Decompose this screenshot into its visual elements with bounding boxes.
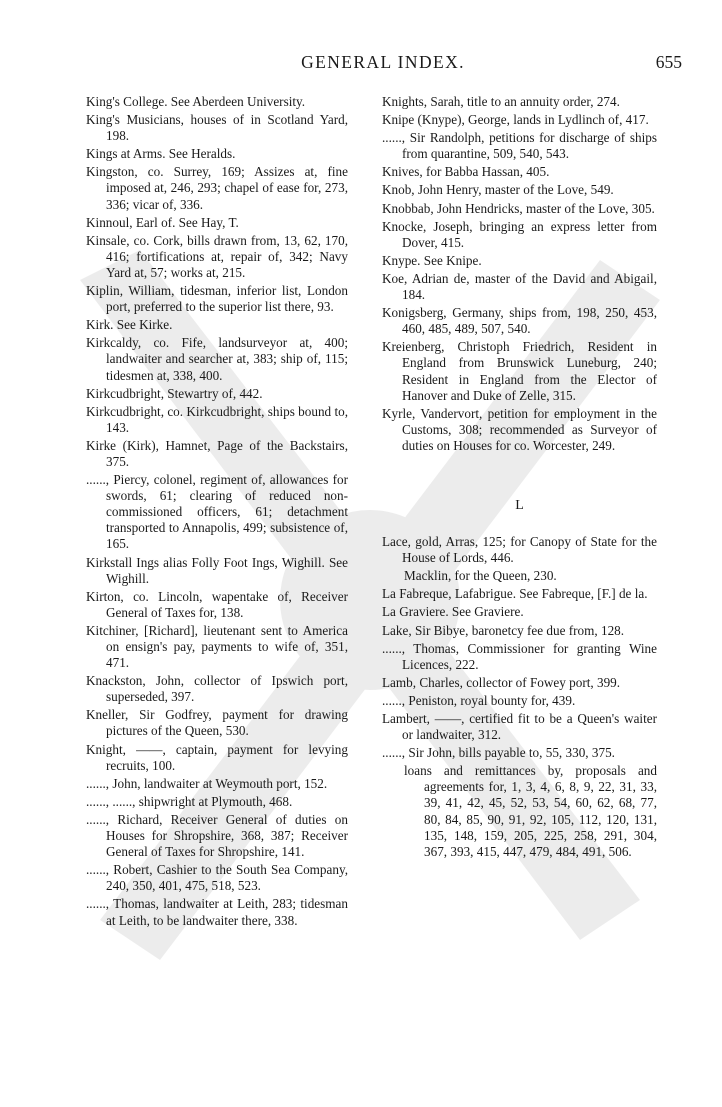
index-entry: Kirke (Kirk), Hamnet, Page of the Backstairs, 375. <box>86 437 348 469</box>
index-entry: ......, Sir John, bills payable to, 55, 330, 375. <box>382 745 615 761</box>
index-entry: Knights, Sarah, title to an annuity order, 274. <box>382 94 620 109</box>
index-entry: Kitchiner, [Richard], lieutenant sent to America on ensign's pay, payments to wife of, 351, 471. <box>86 622 348 671</box>
index-entry: Kneller, Sir Godfrey, payment for drawing pictures of the Queen, 530. <box>86 707 348 739</box>
index-entry: ......, Richard, Receiver General of duties on Houses for Shropshire, 368, 387; Receiver General of Taxes for Shropshire, 141. <box>86 811 348 860</box>
index-entry: ......, Peniston, royal bounty for, 439. <box>382 692 576 708</box>
index-subentry: Macklin, for the Queen, 230. <box>404 568 557 584</box>
index-entry: Kirton, co. Lincoln, wapentake of, Receiver General of Taxes for, 138. <box>86 588 348 620</box>
index-entry: Kirkcudbright, Stewartry of, 442. <box>86 385 263 401</box>
index-entry: Kiplin, William, tidesman, inferior list, London port, preferred to the superior list there, 93. <box>86 283 348 315</box>
index-entry: Knocke, Joseph, bringing an express letter from Dover, 415. <box>382 218 657 250</box>
index-entry: La Graviere. See Graviere. <box>382 604 524 620</box>
index-entry: Koe, Adrian de, master of the David and Abigail, 184. <box>382 270 657 303</box>
index-entry: ......, Thomas, landwaiter at Leith, 283; tidesman at Leith, to be landwaiter there, 338. <box>86 896 348 928</box>
index-entry: ......, John, landwaiter at Weymouth port, 152. <box>86 775 328 791</box>
index-entry: Knives, for Babba Hassan, 405. <box>382 164 550 180</box>
index-entry: Kinsale, co. Cork, bills drawn from, 13, 62, 170, 416; fortifications at, repair of, 342; Navy Yard at, 57; works at, 215. <box>86 232 348 280</box>
index-entry: La Fabreque, Lafabrigue. See Fabreque, [F.] de la. <box>382 586 648 602</box>
section-letter-heading: L <box>515 497 524 513</box>
index-entry: Knob, John Henry, master of the Love, 549. <box>382 182 614 198</box>
index-entry: Kings at Arms. See Heralds. <box>86 146 236 162</box>
index-entry: Knight, ——, captain, payment for levying recruits, 100. <box>86 741 348 773</box>
index-entry: Kinnoul, Earl of. See Hay, T. <box>86 214 239 230</box>
index-column-left <box>86 94 348 931</box>
index-entry: Lace, gold, Arras, 125; for Canopy of State for the House of Lords, 446. <box>382 534 657 566</box>
index-entry: ......, Robert, Cashier to the South Sea Company, 240, 350, 401, 475, 518, 523. <box>86 862 348 894</box>
index-entry: ......, Thomas, Commissioner for granting Wine Licences, 222. <box>382 640 657 672</box>
index-entry: Lambert, ——, certified fit to be a Queen's waiter or landwaiter, 312. <box>382 711 657 743</box>
index-entry: Konigsberg, Germany, ships from, 198, 250, 453, 460, 485, 489, 507, 540. <box>382 305 657 337</box>
index-entry: Kirkcudbright, co. Kirkcudbright, ships bound to, 143. <box>86 403 348 435</box>
index-entry: ......, Sir Randolph, petitions for discharge of ships from quarantine, 509, 540, 543. <box>382 130 657 162</box>
index-entry: Lamb, Charles, collector of Fowey port, 399. <box>382 674 621 690</box>
index-entry: ......, ......, shipwright at Plymouth, 468. <box>86 793 293 809</box>
index-entry: Knackston, John, collector of Ipswich port, superseded, 397. <box>86 673 348 705</box>
index-entry: Knipe (Knype), George, lands in Lydlinch of, 417. <box>382 112 649 128</box>
index-entry: King's Musicians, houses of in Scotland Yard, 198. <box>86 112 348 144</box>
running-title: GENERAL INDEX. <box>301 52 465 72</box>
index-entry: Knype. See Knipe. <box>382 252 482 268</box>
index-entry: Kingston, co. Surrey, 169; Assizes at, fine imposed at, 246, 293; chapel of ease for, 273, 336; vicar of, 336. <box>86 164 348 212</box>
index-entry: Kirkcaldy, co. Fife, landsurveyor at, 400; landwaiter and searcher at, 383; ship of, 115; tidesmen at, 338, 400. <box>86 335 348 383</box>
index-entry: Knobbab, John Hendricks, master of the Love, 305. <box>382 200 655 216</box>
index-entry: Kirkstall Ings alias Folly Foot Ings, Wighill. See Wighill. <box>86 554 348 586</box>
index-entry: Lake, Sir Bibye, baronetcy fee due from, 128. <box>382 622 625 638</box>
index-entry: Kreienberg, Christoph Friedrich, Resident in England from Brunswick Luneburg, 240; Resident in England from the Elector of Hanover and Duke of Zelle, 315. <box>382 339 657 403</box>
page-number: 655 <box>655 52 682 72</box>
index-column-right <box>382 94 657 862</box>
index-subentry: loans and remittances by, proposals and agreements for, 1, 3, 4, 6, 8, 9, 22, 31, 33, 39, 41, 42, 45, 52, 53, 54, 60, 62, 68, 77, 80, 84, 85, 90, 91, 92, 105, 112, 120, 131, 135, 148, 159, 205, 225, 258, 291, 304, 367, 393, 415, 447, 479, 484, 491, 506. <box>404 763 657 859</box>
page-header <box>84 52 682 78</box>
index-entry: Kirk. See Kirke. <box>86 317 173 333</box>
index-entry: Kyrle, Vandervort, petition for employment in the Customs, 308; recommended as Surveyor of duties on Houses for co. Worcester, 249. <box>382 405 657 453</box>
index-entry: King's College. See Aberdeen University. <box>86 94 306 109</box>
index-entry: ......, Piercy, colonel, regiment of, allowances for swords, 61; clearing of reduced non-commissioned officers, 61; detachment transported to Annapolis, 499; subsistence of, 165. <box>86 472 348 552</box>
